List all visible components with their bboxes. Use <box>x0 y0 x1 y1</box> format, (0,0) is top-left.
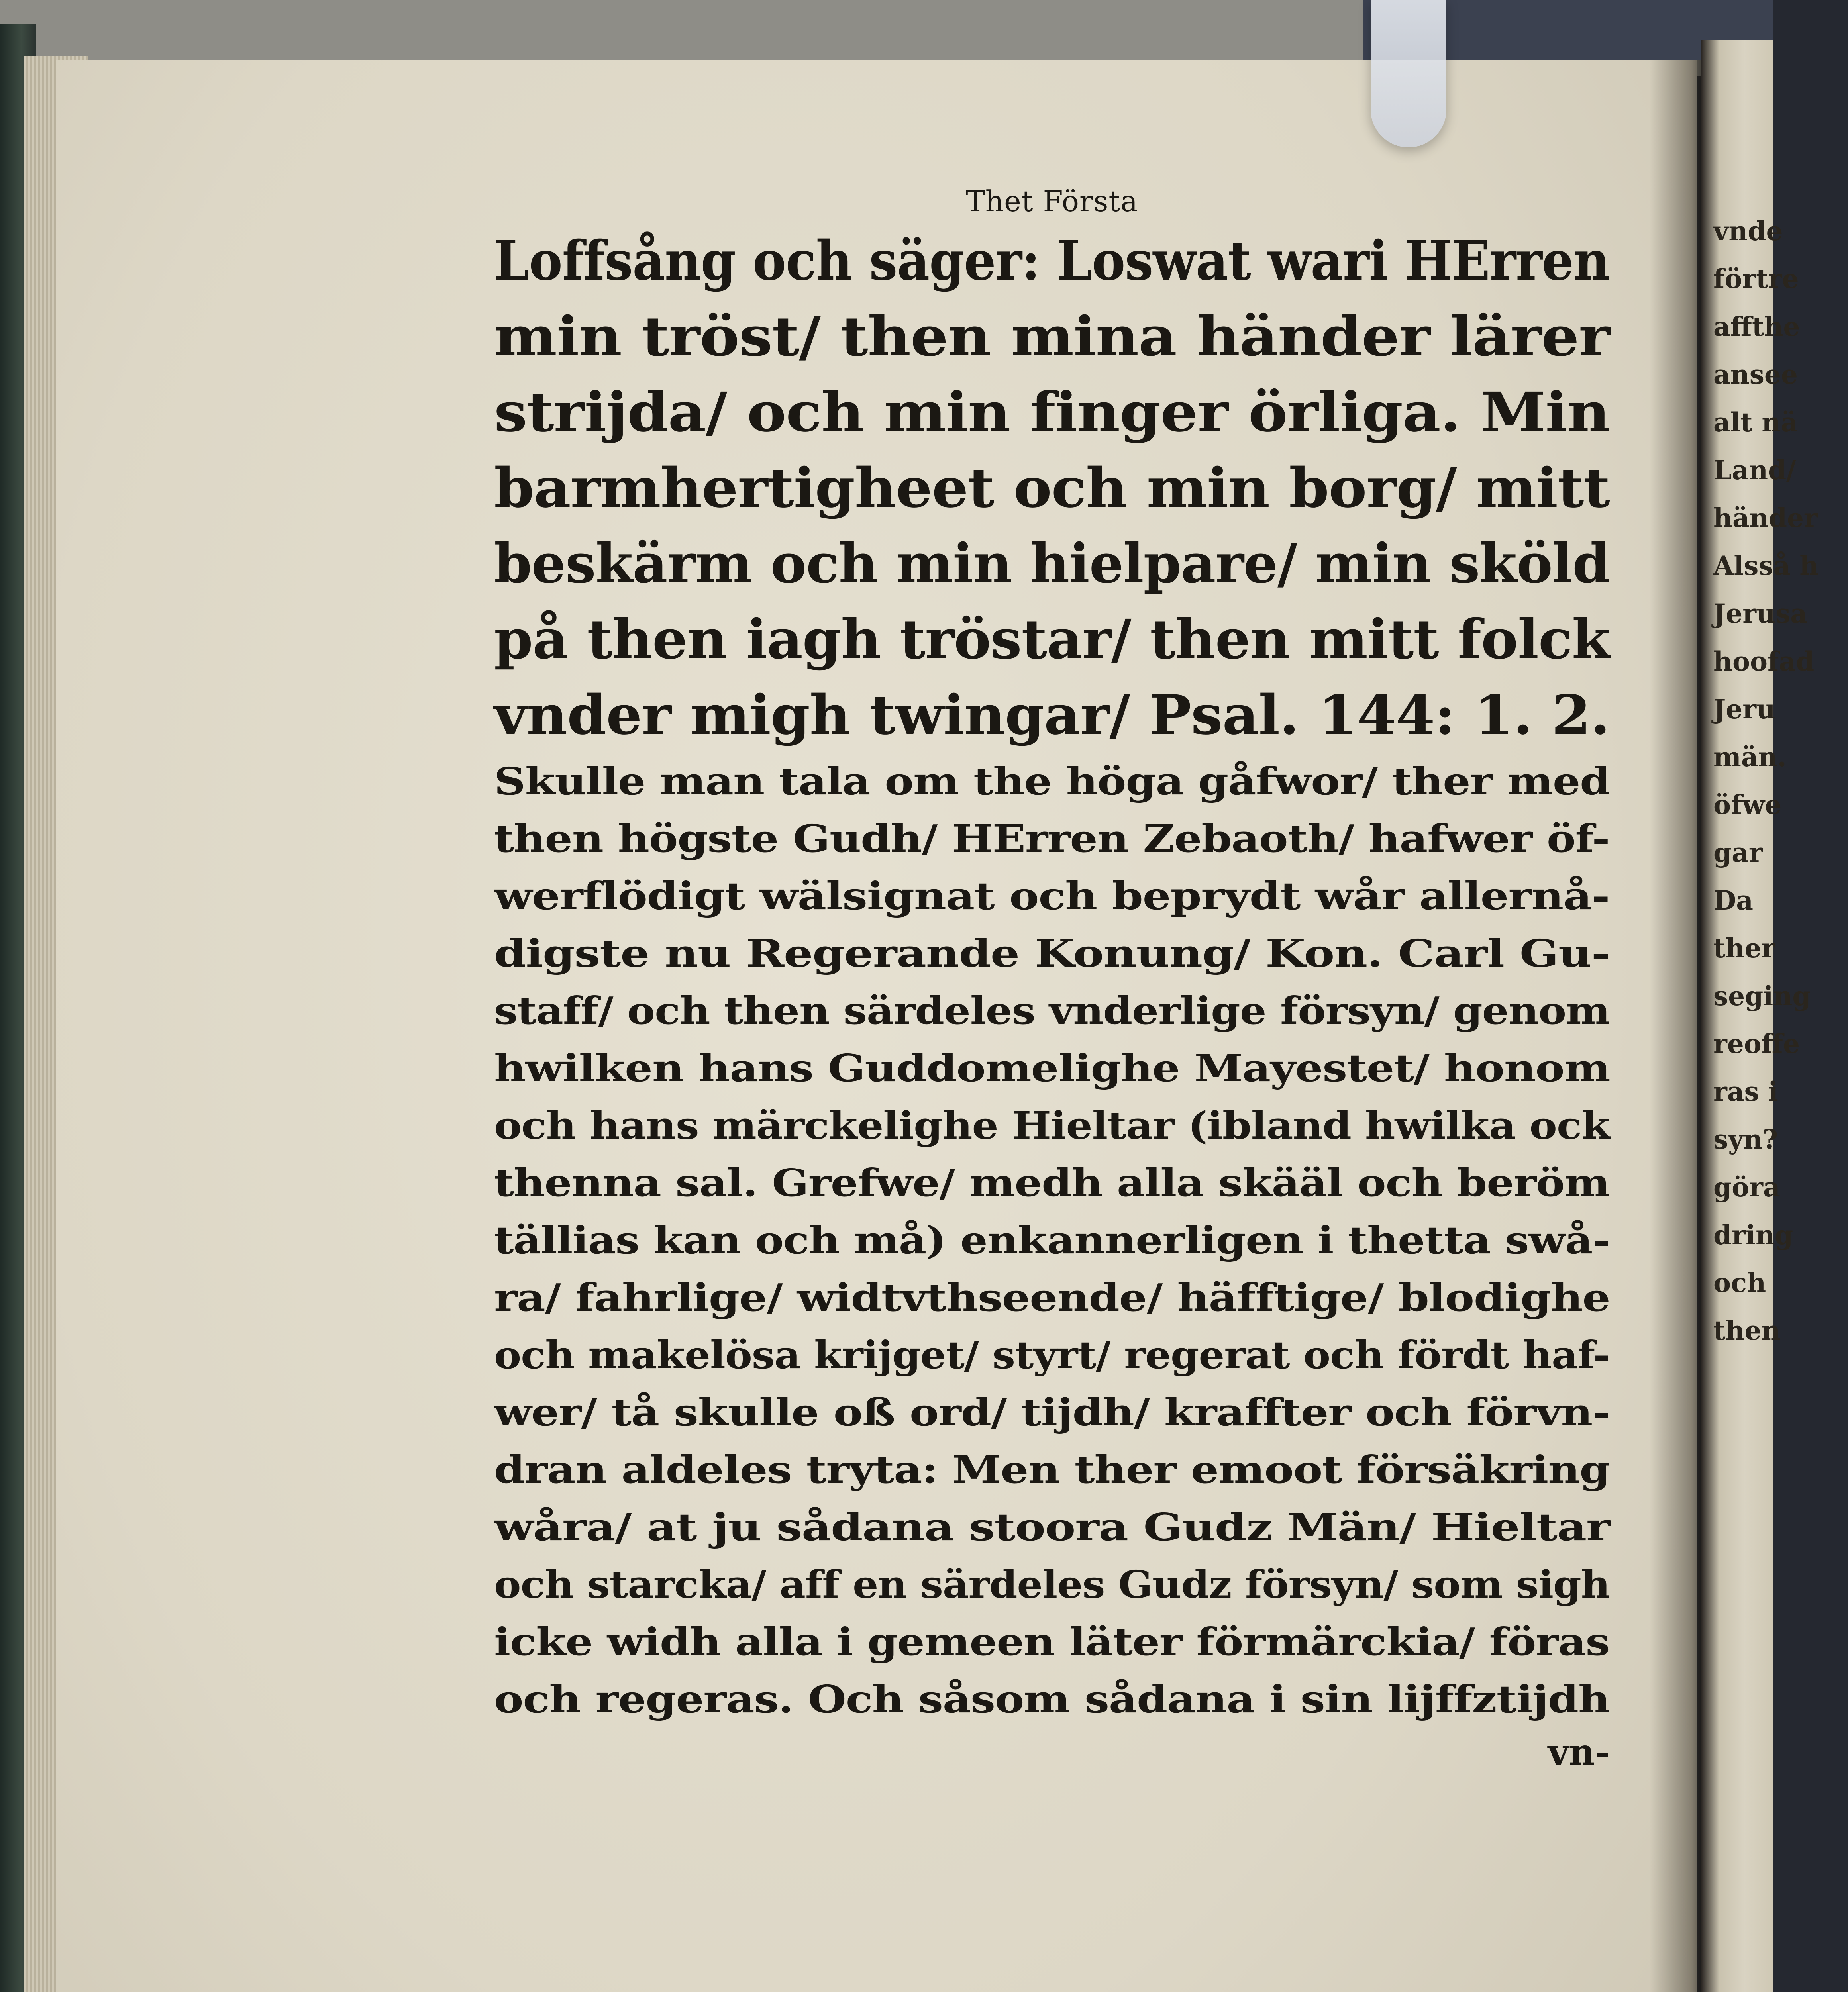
body-text-line-11: och makelösa krijget/ styrt/ regerat och fördt haf- <box>494 1333 1610 1377</box>
facing-page-fragment: göra <box>1713 1172 1780 1203</box>
body-text-line-12: wer/ tå skulle oß ord/ tijdh/ kraffter och förvn- <box>494 1390 1610 1435</box>
facing-page-fragment: dring <box>1713 1220 1793 1251</box>
body-text-line-9: tällias kan och må) enkannerligen i thetta swå- <box>494 1218 1610 1263</box>
facing-page-fragment: affthe <box>1713 311 1800 342</box>
facing-page-fragment: syn? <box>1713 1124 1778 1155</box>
large-text-line-3: strijda/ och min finger örliga. Min <box>494 380 1610 444</box>
large-text-lines <box>494 223 1610 753</box>
large-text-line-4: barmhertigheet och min borg/ mitt <box>494 456 1610 520</box>
body-text-line-2: then högste Gudh/ HErren Zebaoth/ hafwer öf- <box>494 817 1610 861</box>
facing-page-fragment: hoofad <box>1713 646 1815 677</box>
facing-page-fragment: reoffe <box>1713 1028 1800 1059</box>
facing-page-fragment: gar <box>1713 837 1763 868</box>
page-clip-top <box>1371 0 1446 147</box>
body-text-line-14: wåra/ at ju sådana stoora Gudz Män/ Hieltar <box>494 1505 1610 1549</box>
body-text-line-3: werflödigt wälsignat och beprydt wår allernå- <box>494 874 1610 918</box>
body-text-line-4: digste nu Regerande Konung/ Kon. Carl Gu- <box>494 931 1610 976</box>
facing-page-fragment: seging <box>1713 980 1811 1012</box>
body-text-line-13: dran aldeles tryta: Men ther emoot försäkring <box>494 1448 1610 1492</box>
body-text-line-16: icke widh alla i gemeen läter förmärckia/ föras <box>494 1620 1610 1664</box>
facing-page-fragment: ther <box>1713 933 1775 964</box>
large-text-line-6: på then iagh tröstar/ then mitt folck <box>494 608 1610 671</box>
body-text-line-5: staff/ och then särdeles vnderlige försyn/ genom <box>494 989 1610 1033</box>
body-text-line-8: thenna sal. Grefwe/ medh alla skääl och beröm <box>494 1161 1610 1205</box>
facing-page-fragment: och <box>1713 1267 1766 1298</box>
large-text-line-2: min tröst/ then mina händer lärer <box>494 305 1610 369</box>
facing-page-fragment: öfwe <box>1713 789 1782 820</box>
facing-page-fragment: Jerusa <box>1713 598 1807 629</box>
body-text-line-7: och hans märckelighe Hieltar (ibland hwilka ock <box>494 1104 1610 1148</box>
body-text-line-17: och regeras. Och såsom sådana i sin lijffztijdh <box>494 1677 1610 1721</box>
facing-page-fragment: ansee <box>1713 359 1798 390</box>
facing-page-fragment: män. <box>1713 741 1787 772</box>
body-text-line-1: Skulle man tala om the höga gåfwor/ ther med <box>494 759 1610 804</box>
large-text-line-7: vnder migh twingar/ Psal. 144: 1. 2. <box>494 683 1610 747</box>
facing-page-fragment: vnde <box>1713 216 1783 247</box>
body-text-line-15: och starcka/ aff en särdeles Gudz försyn/ som sigh <box>494 1563 1610 1607</box>
facing-page-fragment: Alsså h <box>1713 550 1819 581</box>
body-text-lines <box>494 753 1610 1728</box>
body-text-line-10: ra/ fahrlige/ widtvthseende/ häfftige/ blodighe <box>494 1276 1610 1320</box>
large-text-line-1: Loffsång och säger: Loswat wari HErren <box>494 229 1610 293</box>
body-text-line-6: hwilken hans Guddomelighe Mayestet/ honom <box>494 1046 1610 1090</box>
page-text-block <box>494 179 1610 1776</box>
catchword: vn- <box>1548 1731 1610 1773</box>
facing-page-fragment: Land/ <box>1713 455 1796 486</box>
facing-page-fragment: Jeru <box>1713 694 1775 725</box>
running-head: Thet Första <box>965 184 1138 218</box>
facing-page-fragment: händer <box>1713 502 1818 533</box>
facing-page-fragment: ras i <box>1713 1076 1778 1107</box>
facing-page-fragment: förtre <box>1713 263 1799 294</box>
facing-page-fragment: alt nä <box>1713 407 1798 438</box>
facing-page-fragment: Da <box>1713 885 1753 916</box>
facing-page-fragment: then <box>1713 1315 1781 1346</box>
large-text-line-5: beskärm och min hielpare/ min sköld <box>494 532 1610 596</box>
